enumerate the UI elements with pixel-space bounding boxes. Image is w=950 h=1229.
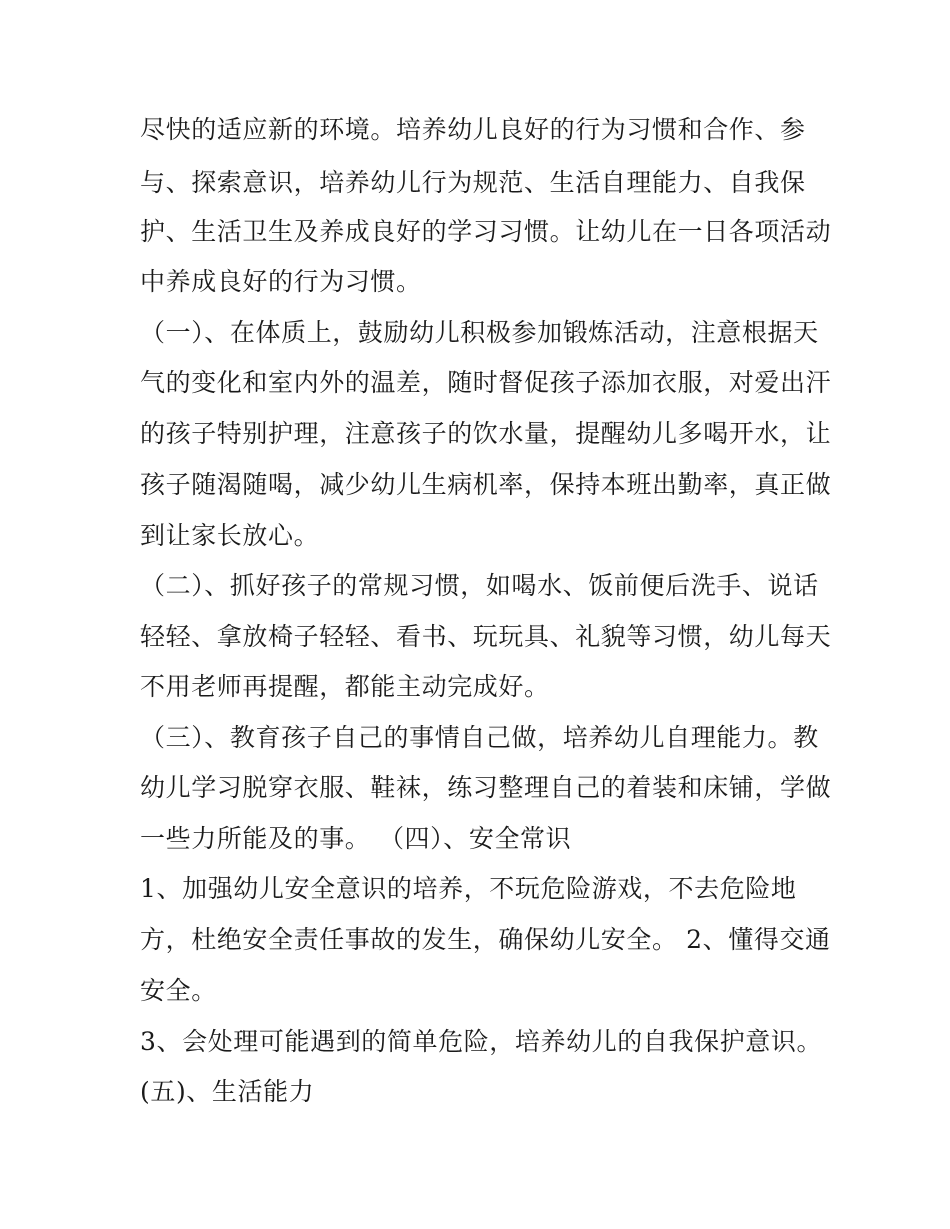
text-line: （二）、抓好孩子的常规习惯，如喝水、饭前便后洗手、说话 (140, 571, 819, 600)
text-line: 一些力所能及的事。 （四）、安全常识 (140, 824, 572, 853)
text-line: 护、生活卫生及养成良好的学习习惯。让幼儿在一日各项活动 (140, 217, 832, 246)
text-line: 3、会处理可能遇到的简单危险，培养幼儿的自我保护意识。 (140, 1027, 823, 1056)
text-line: 气的变化和室内外的温差，随时督促孩子添加衣服，对爱出汗 (140, 368, 832, 397)
text-line: 幼儿学习脱穿衣服、鞋袜，练习整理自己的着装和床铺，学做 (140, 773, 832, 802)
text-line: 轻轻、拿放椅子轻轻、看书、玩玩具、礼貌等习惯，幼儿每天 (140, 622, 832, 651)
text-line: 不用老师再提醒，都能主动完成好。 (140, 672, 550, 701)
text-line: 方，杜绝安全责任事故的发生，确保幼儿安全。 2、懂得交通 (140, 925, 831, 954)
text-line: （三）、教育孩子自己的事情自己做，培养幼儿自理能力。教 (140, 723, 819, 752)
text-line: (五)、生活能力 (140, 1077, 315, 1106)
text-line: 尽快的适应新的环境。培养幼儿良好的行为习惯和合作、参 (140, 115, 806, 144)
text-line: 1、加强幼儿安全意识的培养，不玩危险游戏，不去危险地 (140, 874, 797, 903)
text-line: 孩子随渴随喝，减少幼儿生病机率，保持本班出勤率，真正做 (140, 470, 832, 499)
text-line: 到让家长放心。 (140, 521, 320, 550)
text-line: （一）、在体质上，鼓励幼儿积极参加锻炼活动，注意根据天 (140, 318, 819, 347)
text-line: 的孩子特别护理，注意孩子的饮水量，提醒幼儿多喝开水，让 (140, 419, 832, 448)
text-line: 与、探索意识，培养幼儿行为规范、生活自理能力、自我保 (140, 168, 806, 197)
text-line: 安全。 (140, 976, 217, 1005)
text-line: 中养成良好的行为习惯。 (140, 267, 422, 296)
